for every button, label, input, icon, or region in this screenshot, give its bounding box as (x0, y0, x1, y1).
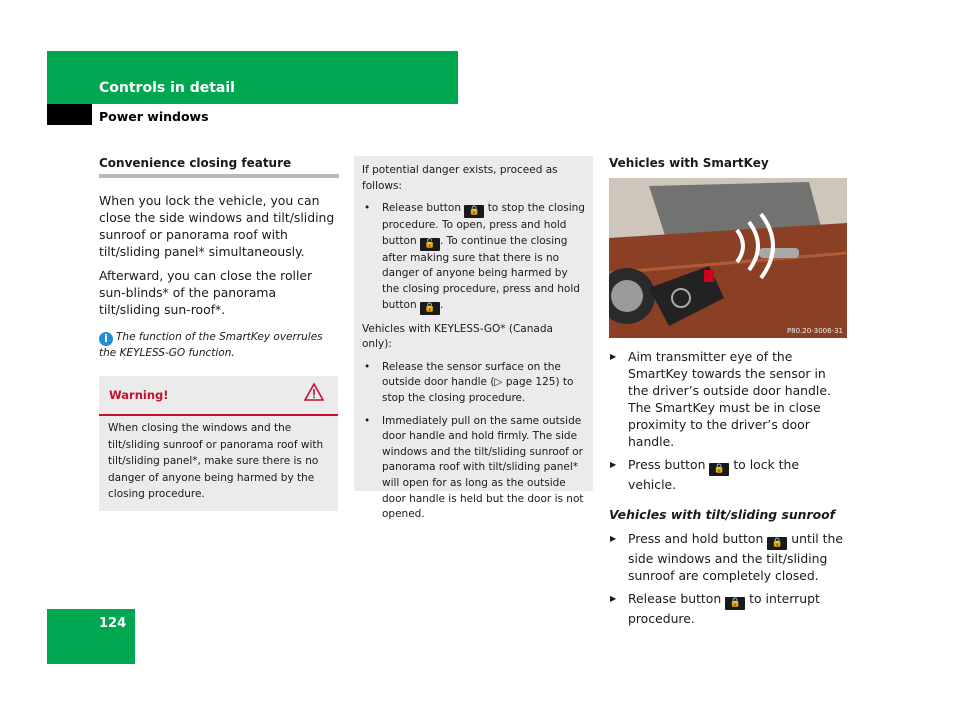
smartkey-car-image (609, 178, 847, 338)
image-code: P80.20-3006-31 (786, 327, 843, 335)
chapter-title: Controls in detail (99, 80, 235, 96)
text: to stop the closing procedure. To open, press and hold button (382, 202, 585, 247)
unlock-key-icon: 🔓 (420, 238, 440, 251)
list-item (609, 530, 849, 584)
warning-box (99, 376, 338, 511)
list-item (609, 590, 849, 627)
lock-key-icon: 🔒 (464, 205, 484, 218)
text: Release button (628, 591, 722, 606)
car-door-illustration (609, 178, 847, 338)
list-item: • Immediately pull on the same outside door handle and hold firmly. The side windows and the tilt/sliding sunroof or panorama roof with tilt/sliding panel* will open for as long as the outside door handle is held but the door is not opened. (362, 414, 585, 523)
info-text: The function of the SmartKey overrules the KEYLESS-GO function. (99, 331, 323, 359)
text: . (439, 298, 444, 311)
list-item: ▶ Aim transmitter eye of the SmartKey towards the sensor in the driver’s outside door handle. The SmartKey must be in close proximity to the driver’s door handle. (609, 348, 849, 450)
paragraph: If potential danger exists, proceed as follows: (362, 164, 558, 192)
list-item: • Release the sensor surface on the outside door handle (▷ page 125) to stop the closing procedure. (362, 360, 585, 407)
warning-triangle-icon (304, 382, 324, 402)
paragraph: Afterward, you can close the roller sun-blinds* of the panorama tilt/sliding sun-roof*. (99, 268, 313, 317)
warning-header (99, 376, 338, 416)
step-list (609, 348, 849, 493)
page-number: 124 (99, 616, 127, 631)
section-title: Power windows (99, 109, 209, 124)
text: to interrupt procedure. (628, 591, 820, 626)
text: Press and hold button (628, 531, 764, 546)
keyless-heading: Vehicles with KEYLESS-GO* (Canada only): (362, 322, 553, 351)
bullet-list (362, 201, 585, 314)
heading-rule (99, 174, 339, 178)
sunroof-heading: Vehicles with tilt/sliding sunroof (609, 507, 835, 522)
list-item (362, 201, 585, 314)
lock-key-icon: 🔒 (420, 302, 440, 315)
smartkey-heading: Vehicles with SmartKey (609, 156, 769, 170)
info-note (99, 330, 339, 361)
lock-key-icon: 🔒 (767, 537, 787, 550)
bullet-list (362, 360, 585, 523)
text: until the side windows and the tilt/sliding sunroof are completely closed. (628, 531, 843, 583)
text: to lock the vehicle. (628, 457, 799, 492)
header-band (47, 51, 458, 104)
text: . To continue the closing after making sure that there is no danger of anyone being harmed by the closing procedure, press and hold button (382, 234, 580, 311)
lock-key-icon: 🔒 (709, 463, 729, 476)
step-list (609, 530, 849, 627)
convenience-closing-heading: Convenience closing feature (99, 156, 292, 170)
info-icon: i (99, 332, 113, 346)
warning-text: When closing the windows and the tilt/sliding sunroof or panorama roof with tilt/sliding panel*, make sure there is no danger of anyone being harmed by the closing procedure. (108, 422, 324, 501)
column-left (99, 156, 339, 511)
column-middle (354, 156, 593, 521)
column-right (609, 156, 849, 633)
warning-title: Warning! (109, 388, 169, 402)
text: Release button (382, 202, 461, 215)
lock-key-icon: 🔒 (725, 597, 745, 610)
list-item (609, 456, 849, 493)
text: Press button (628, 457, 706, 472)
section-marker (47, 104, 92, 125)
paragraph: When you lock the vehicle, you can close the side windows and tilt/sliding sunroof or panorama roof with tilt/sliding panel* simultaneously. (99, 193, 335, 259)
